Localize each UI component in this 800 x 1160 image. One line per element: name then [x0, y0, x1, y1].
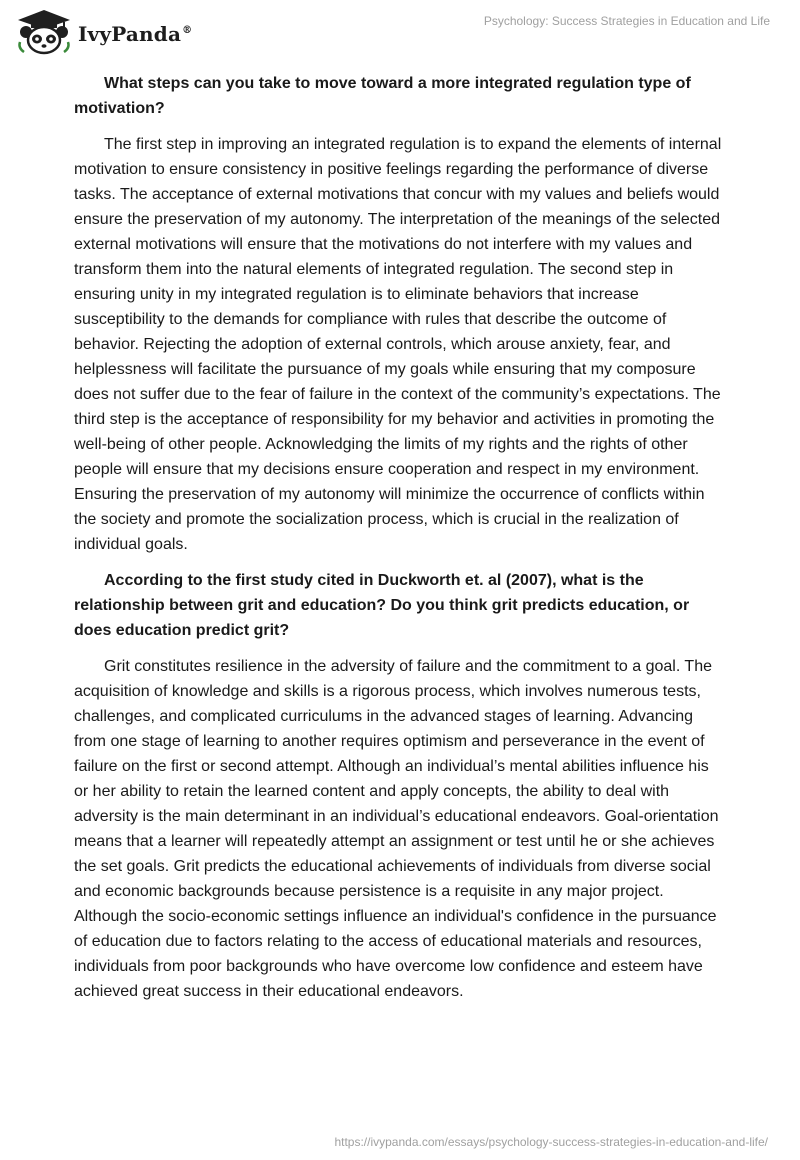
answer-2: Grit constitutes resilience in the adversity of failure and the commitment to a goal. The acquisition of knowledge and skills is a rigorous process, which involves numerous tests, challenges, and complicated curriculums in the advanced stages of learning. Advancing from one stage of learning to another requires optimism and perseverance in the event of failure on the first or second attempt. Although an individual’s mental abilities influence his or her ability to retain the learned content and apply concepts, the ability to deal with adversity is the main determinant in an individual’s educational endeavors. Goal-orientation means that a learner will repeatedly attempt an assignment or test until he or she achieves the set goals. Grit predicts the educational achievements of individuals from diverse social and economic backgrounds because persistence is a requisite in any major project. Although the socio-economic settings influence an individual's confidence in the pursuance of education due to factors relating to the access of educational materials and resources, individuals from poor backgrounds who have overcome low confidence and esteem have achieved great success in their educational endeavors.: [74, 658, 719, 1000]
document-title: Psychology: Success Strategies in Education and Life: [483, 14, 770, 28]
essay-content: [74, 71, 726, 1015]
answer-1: The first step in improving an integrated regulation is to expand the elements of internal motivation to ensure consistency in positive feelings regarding the performance of diverse tasks. The acceptance of external motivations that concur with my values and beliefs would ensure the preservation of my autonomy. The interpretation of the meanings of the selected external motivations will ensure that the motivations do not interfere with my values and transform them into the natural elements of integrated regulation. The second step in ensuring unity in my integrated regulation is to eliminate behaviors that increase susceptibility to the demands for compliance with rules that describe the outcome of behavior. Rejecting the adoption of external controls, which arouse anxiety, fear, and helplessness will facilitate the pursuance of my goals while ensuring that my composure does not suffer due to the fear of failure in the context of the community’s expectations. The third step is the acceptance of responsibility for my behavior and activities in promoting the well-being of other people. Acknowledging the limits of my rights and the rights of other people will ensure that my decisions ensure cooperation and respect in my environment. Ensuring the preservation of my autonomy will minimize the occurrence of conflicts within the society and promote the socialization process, which is crucial in the realization of individual goals.: [74, 136, 722, 553]
source-url[interactable]: https://ivypanda.com/essays/psychology-success-strategies-in-education-and-life/: [334, 1135, 768, 1149]
question-2: According to the first study cited in Duckworth et. al (2007), what is the relationship between grit and education? Do you think grit predicts education, or does education predict grit?: [74, 572, 690, 639]
panda-graduate-icon: [14, 8, 74, 56]
registered-mark: ®: [182, 25, 193, 37]
page-header: [0, 0, 800, 70]
brand-name: IvyPanda®: [78, 22, 193, 46]
brand-logo[interactable]: [14, 8, 192, 56]
question-1: What steps can you take to move toward a more integrated regulation type of motivation?: [74, 75, 691, 117]
